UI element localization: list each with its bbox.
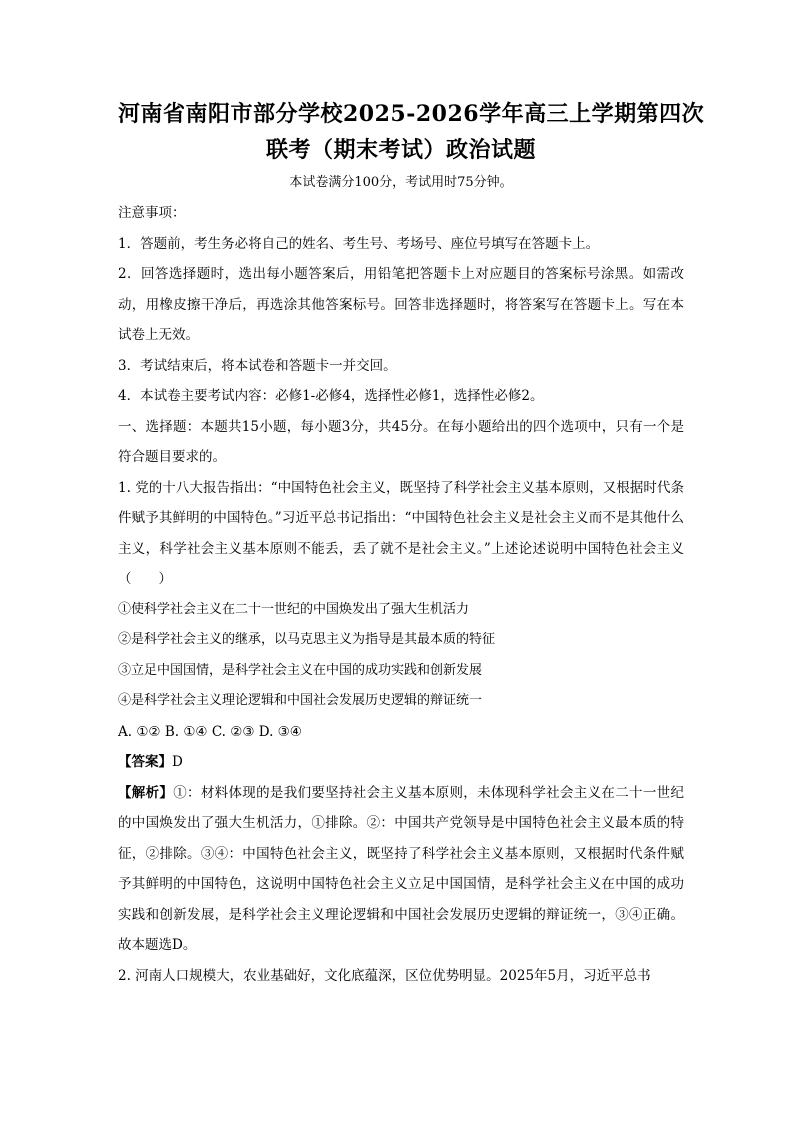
exam-title-line-1: 河南省南阳市部分学校2025-2026学年高三上学期第四次 — [118, 101, 705, 127]
question-2-stem: 2. 河南人口规模大，农业基础好，文化底蕴深，区位优势明显。2025年5月，习近平总书 — [118, 967, 651, 984]
question-1-option-3: ③立足中国国情，是科学社会主义在中国的成功实践和创新发展 — [118, 662, 483, 678]
question-1-option-4: ④是科学社会主义理论逻辑和中国社会发展历史逻辑的辩证统一 — [118, 693, 483, 708]
notice-heading: 注意事项： — [118, 205, 186, 221]
question-1-option-2: ②是科学社会主义的继承，以马克思主义为指导是其最本质的特征 — [118, 632, 496, 647]
notice-item-3: 3．考试结束后，将本试卷和答题卡一并交回。 — [118, 357, 397, 374]
answer-value: D — [172, 754, 183, 770]
exam-title — [118, 96, 705, 168]
question-1-answer — [118, 747, 684, 778]
question-1-choices: A. ①② B. ①④ C. ②③ D. ③④ — [118, 723, 302, 740]
question-1-stem: 1. 党的十八大报告指出：“中国特色社会主义，既坚持了科学社会主义基本原则，又根据时代条件赋予其鲜明的中国特色。”习近平总书记指出：“中国特色社会主义是社会主义而不是其他什么主义，科学社会主义基本原则不能丢，丢了就不是社会主义。”上述论述说明中国特色社会主义（ ） — [118, 479, 684, 587]
notice-item-4: 4．本试卷主要考试内容：必修1-必修4，选择性必修1，选择性必修2。 — [118, 388, 544, 404]
answer-label: 【答案】 — [118, 754, 172, 770]
question-1-option-1: ①使科学社会主义在二十一世纪的中国焕发出了强大生机活力 — [118, 601, 470, 617]
section-heading: 一、选择题：本题共15小题，每小题3分，共45分。在每小题给出的四个选项中，只有一个是符合题目要求的。 — [118, 418, 684, 465]
notice-item-1: 1．答题前，考生务必将自己的姓名、考生号、考场号、座位号填写在答题卡上。 — [118, 235, 600, 252]
question-1-analysis — [118, 778, 684, 961]
analysis-text: ①：材料体现的是我们要坚持社会主义基本原则，未体现科学社会主义在二十一世纪的中国焕发出了强大生机活力，①排除。②：中国共产党领导是中国特色社会主义最本质的特征，②排除。③④：中国特色社会主义，既坚持了科学社会主义基本原则，又根据时代条件赋予其鲜明的中国特色，这说明中国特色社会主义立足中国国情，是科学社会主义在中国的成功实践和创新发展，是科学社会主义理论逻辑和中国社会发展历史逻辑的辩证统一，③④正确。故本题选D。 — [118, 784, 684, 953]
exam-title-line-2: 联考（期末考试）政治试题 — [265, 137, 536, 163]
notice-item-2: 2．回答选择题时，选出每小题答案后，用铅笔把答题卡上对应题目的答案标号涂黑。如需改动，用橡皮擦干净后，再选涂其他答案标号。回答非选择题时，将答案写在答题卡上。写在本试卷上无效。 — [118, 266, 684, 343]
exam-page — [118, 96, 705, 991]
exam-info: 本试卷满分100分，考试用时75分钟。 — [289, 175, 513, 190]
analysis-label: 【解析】 — [118, 784, 174, 801]
